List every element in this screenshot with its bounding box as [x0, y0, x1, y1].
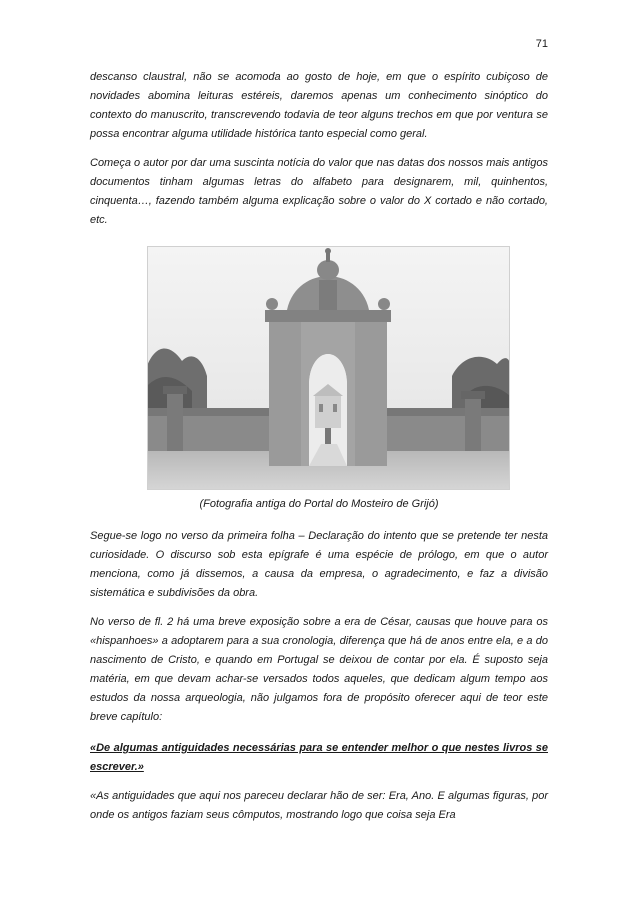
monastery-portal-photo — [147, 246, 510, 490]
paragraph-3-text: Segue-se logo no verso da primeira folha – Declaração do intento que se pretende ter nesta curiosidade. O discurso sob esta epígrafe é uma espécie de prólogo, em que o autor menciona, como já dissemos, a causa da empresa, o agradecimento, e faz a divisão sistemática e subdivisões da obra. — [90, 530, 548, 599]
paragraph-6-text: «As antiguidades que aqui nos pareceu declarar hão de ser: Era, Ano. E algumas figuras, por onde os antigos faziam seus cômputos, mostrando logo que coisa seja Era — [90, 790, 548, 821]
paragraph-1 — [90, 68, 548, 144]
paragraph-6 — [90, 787, 548, 825]
paragraph-5-heading — [90, 739, 548, 777]
paragraph-1-text: descanso claustral, não se acomoda ao gosto de hoje, em que o espírito cubiçoso de novidades abomina leituras estéreis, daremos apenas um conhecimento sinóptico do contexto do manuscrito, transcrevendo todavia de teor alguns trechos em que por ventura se possa encontrar alguma utilidade histórica tanto especial como geral. — [90, 71, 548, 140]
paragraph-4-text: No verso de fl. 2 há uma breve exposição sobre a era de César, causas que houve para os «hispanhoes» a adoptarem para a sua cronologia, diferença que há de anos entre ela, e a do nascimento de Cristo, e quando em Portugal se deixou de contar por ela. É suposto seja matéria, em que devam achar-se versados todos aqueles, que dedicam algum tempo aos estudos da nossa arqueologia, não julgamos fora de propósito oferecer aqui de teor este breve capítulo: — [90, 616, 548, 723]
paragraph-3 — [90, 527, 548, 603]
paragraph-2 — [90, 154, 548, 230]
photo-caption: (Fotografia antiga do Portal do Mosteiro de Grijó) — [199, 498, 439, 510]
paragraph-5-text: «De algumas antiguidades necessárias para se entender melhor o que nestes livros se escrever.» — [90, 742, 548, 773]
paragraph-4 — [90, 613, 548, 727]
page-number: 71 — [535, 38, 548, 50]
paragraph-2-text: Começa o autor por dar uma suscinta notícia do valor que nas datas dos nossos mais antigos documentos tinham algumas letras do alfabeto para designarem, mil, quinhentos, cinquenta…, fazendo também alguma explicação sobre o valor do X cortado e não cortado, etc. — [90, 157, 548, 226]
